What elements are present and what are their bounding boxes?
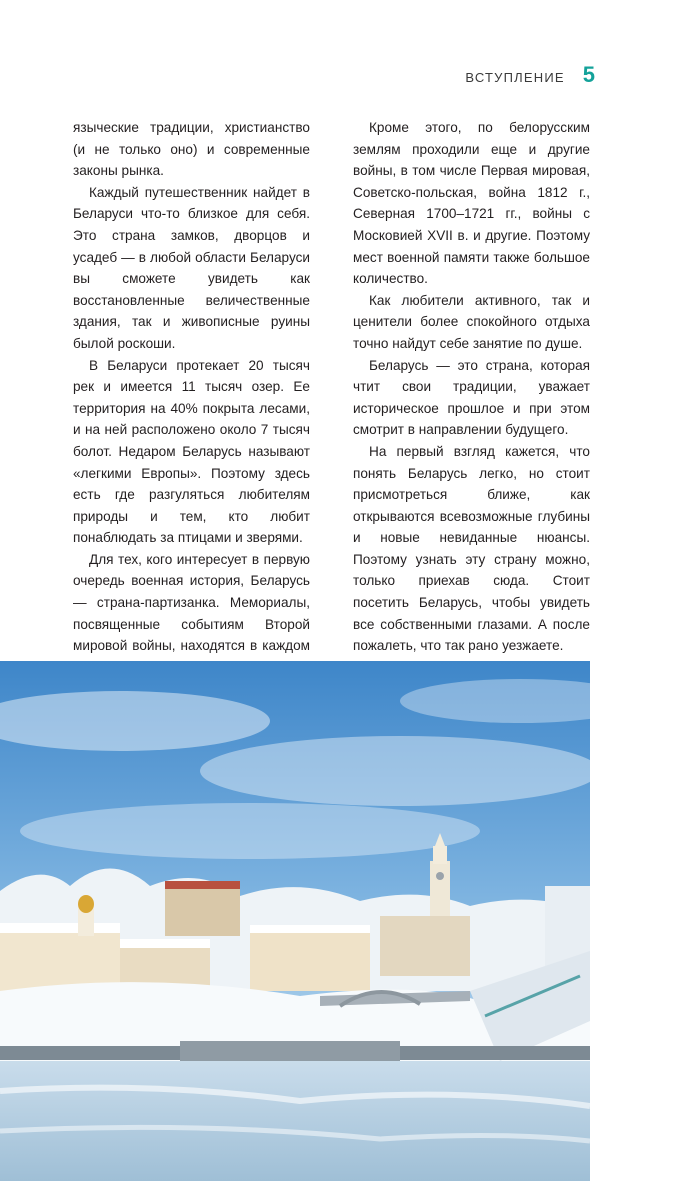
winter-city-photo [0,661,590,1181]
section-title: ВСТУПЛЕНИЕ [465,70,565,85]
running-header [465,62,595,88]
left-column [73,117,310,678]
paragraph: Для тех, кого интересует в первую очередь военная история, Беларусь — страна-партизанка. Мемориалы, посвященные событиям Второй мировой войны, находятся в каждом [73,551,310,654]
paragraph: На первый взгляд кажется, что понять Беларусь легко, но стоит присмотреться ближе, как открываются всевозможные глубины и новые невиданные нюансы. Поэтому узнать эту страну можно, только приехав сюда. Стоит посетить Беларусь, чтобы увидеть все собственными глазами. А после пожалеть, что так рано уезжаете. [353,443,590,654]
paragraph: В Беларуси протекает 20 тысяч рек и имеется 11 тысяч озер. Ее территория на 40% покрыта лесами, и на ней расположено около 7 тысяч болот. Недаром Беларусь называют «легкими Европы». Поэтому здесь есть где разгуляться любителям природы и тем, кто любит понаблюдать за птицами и зверями. [73,357,310,546]
paragraph: Кроме этого, по белорусским землям проходили еще и другие войны, в том числе Первая мировая, Советско-польская, война 1812 г., Северная 1700–1721 гг., войны с Московией XVII в. и другие. Поэтому мест военной памяти также большое количество. [353,120,590,287]
paragraph: Как любители активного, так и ценители более спокойного отдыха точно найдут себе занятие по душе. [353,292,590,351]
paragraph: Беларусь — это страна, которая чтит свои традиции, уважает историческое прошлое и при этом смотрит в направлении будущего. [353,357,590,438]
paragraph: языческие традиции, христианство (и не только оно) и современные законы рынка. [73,120,310,179]
page-number: 5 [582,62,595,87]
paragraph: Каждый путешественник найдет в Беларуси что-то близкое для себя. Это страна замков, дворцов и усадеб — в любой области Беларуси вы сможете увидеть как восстановленные величественные здания, так и живописные руины былой роскоши. [73,184,310,351]
right-column [353,117,590,678]
